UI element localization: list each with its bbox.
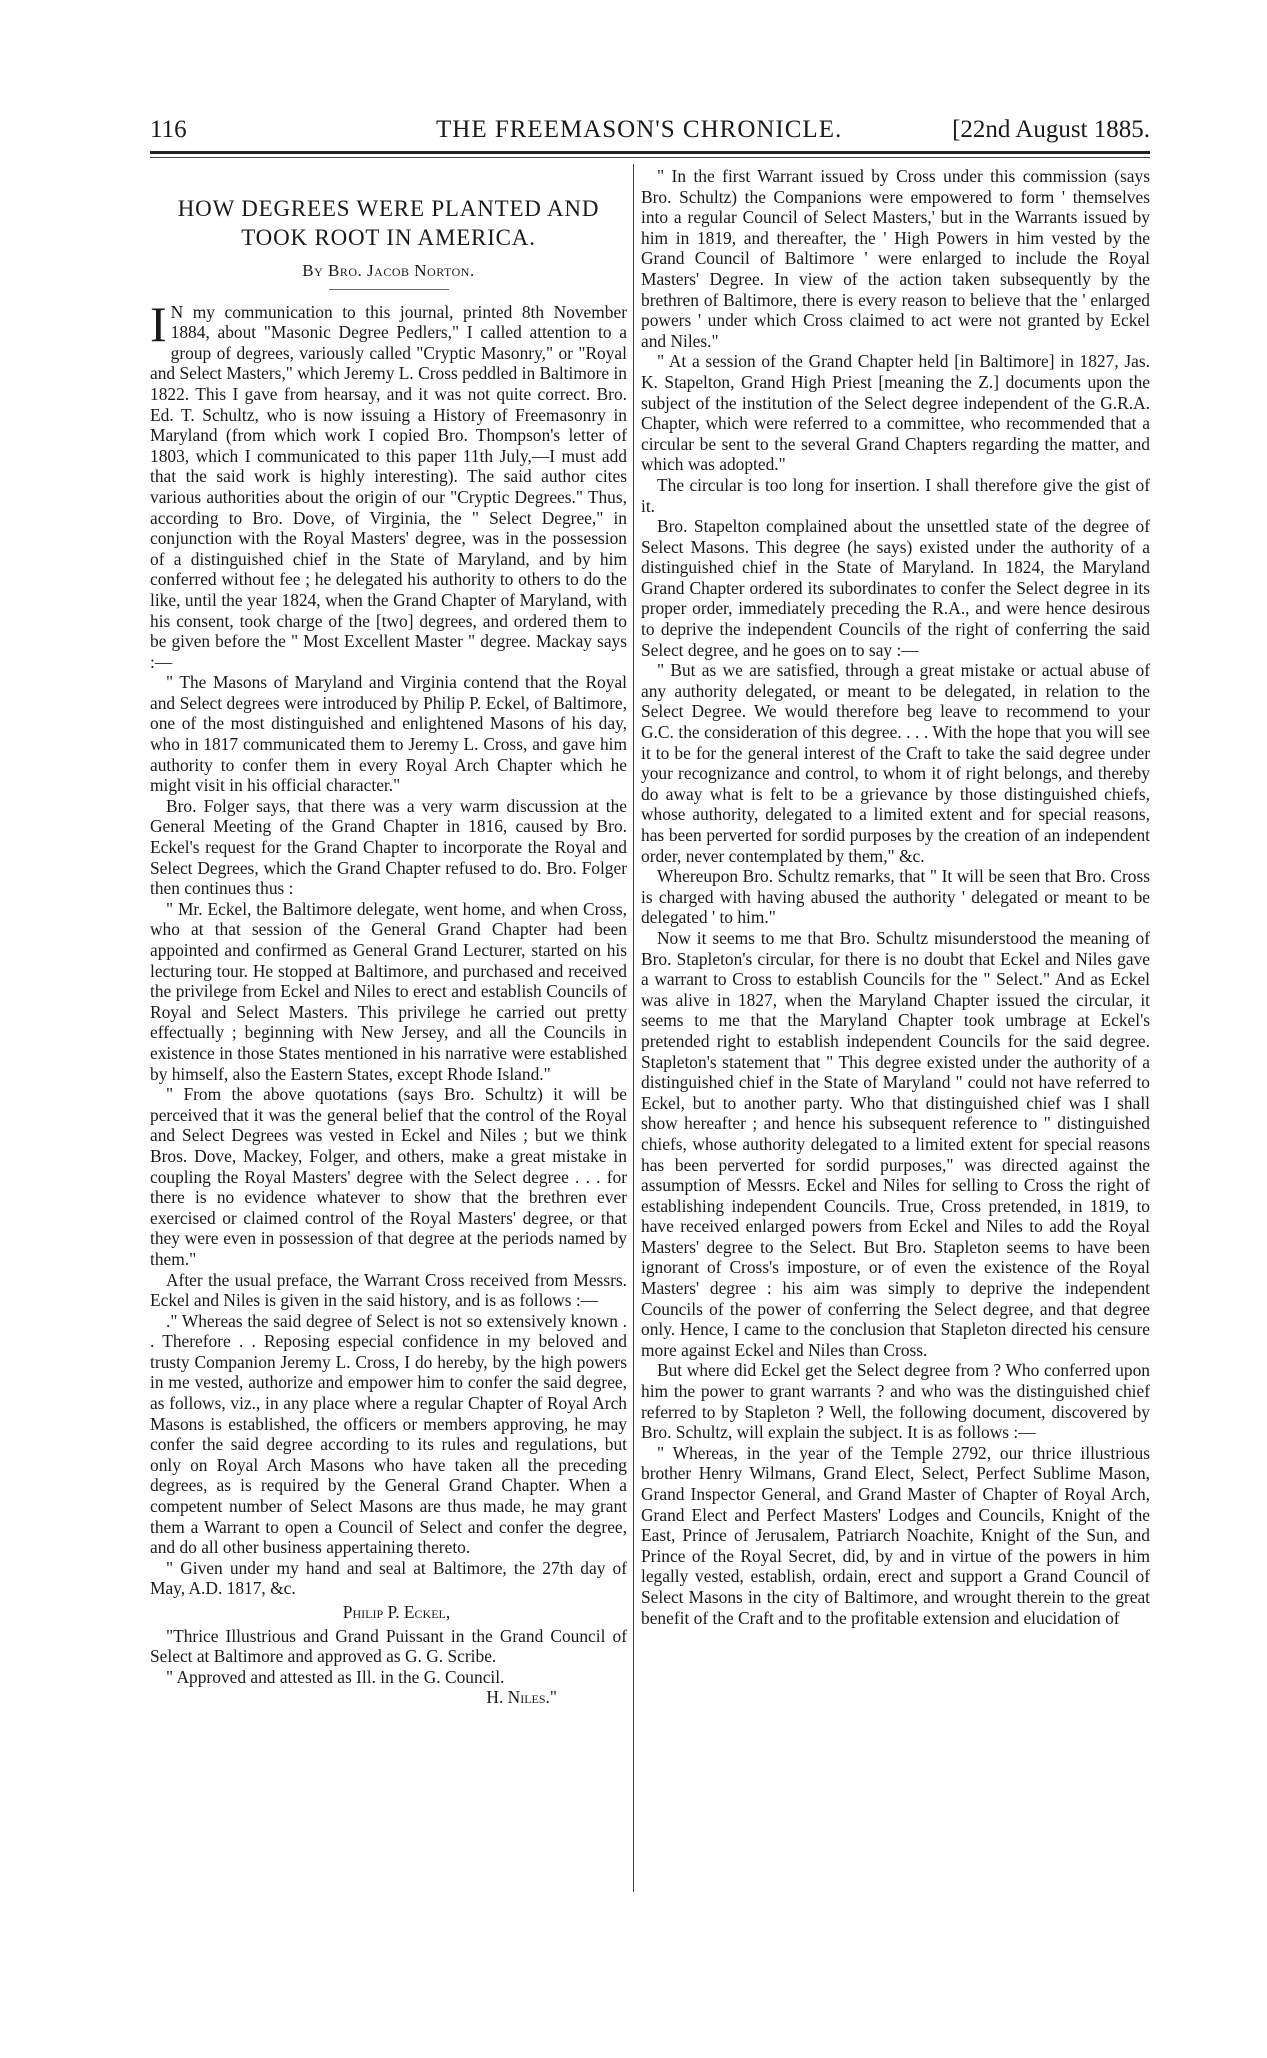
article-byline [150,261,627,282]
paragraph-right-9: " Whereas, in the year of the Temple 2792, our thrice illustrious brother Henry Wilmans, Grand Elect, Select, Perfect Sublime Mason, Grand Inspector General, and Grand Master of Chapter of Royal Arch, Grand Elect and Perfect Masters' Lodges and Councils, Knight of the East, Prince of Jerusalem, Patriarch Noachite, Knight of the Sun, and Prince of the Royal Secret, did, by and in virtue of the powers in him legally vested, establish, ordain, erect and support a Grand Council of Select Masons in the city of Baltimore, and wrought therein to the great benefit of the Craft and to the profitable extension and elucidation of [641,1442,1150,1628]
paragraph-left-8: " Given under my hand and seal at Baltimore, the 27th day of May, A.D. 1817, &c. [150,1557,627,1599]
header-rule-thin [150,157,1150,158]
header-rule-thick [150,151,1150,154]
paragraph-left-1-text: N my communication to this journal, printed 8th November 1884, about "Masonic Degree Pedlers," I called attention to a group of degrees, variously called "Cryptic Masonry," or "Royal and Select Masters," which Jeremy L. Cross peddled in Baltimore in 1822. This I gave from hearsay, and it was not quite correct. Bro. Ed. T. Schultz, who is now issuing a History of Freemasonry in Maryland (from which work I copied Bro. Thompson's letter of 1803, which I communicated to this paper 11th July,—I must add that the said work is highly interesting). The said author cites various authorities about the origin of our "Cryptic Degrees." Thus, according to Bro. Dove, of Virginia, the " Select Degree," in conjunction with the Royal Masters' degree, was in the possession of a distinguished chief in the State of Maryland, and by him conferred without fee ; he delegated his authority to others to do the like, until the year 1824, when the Grand Chapter of Maryland, with his consent, took charge of the [two] degrees, and ordered them to be given before the " Most Excellent Master " degree. Mackay says :— [150,301,627,672]
paragraph-left-1 [150,295,627,673]
running-head [150,112,1150,152]
article-title: HOW DEGREES WERE PLANTED AND TOOK ROOT IN AMERICA. [177,196,600,250]
column-divider [633,164,634,1892]
paragraph-right-3: The circular is too long for insertion. I shall therefore give the gist of it. [641,474,1150,516]
publication-title: THE FREEMASON'S CHRONICLE. [436,116,843,143]
title-rule [329,289,449,290]
issue-date: [22nd August 1885. [952,116,1150,143]
byline-text: By Bro. Jacob Norton. [302,261,475,280]
paragraph-right-8: But where did Eckel get the Select degree from ? Who conferred upon him the power to grant warrants ? and who was the distinguished chief referred to by Stapleton ? Well, the following document, discovered by Bro. Schultz, will explain the subject. It is as follows :— [641,1360,1150,1443]
paragraph-left-2: " The Masons of Maryland and Virginia contend that the Royal and Select degrees were introduced by Philip P. Eckel, of Baltimore, one of the most distinguished and enlightened Masons of his day, who in 1817 communicated them to Jeremy L. Cross, and gave him authority to confer them in every Royal Arch Chapter which he might visit in his official character." [150,672,627,796]
paragraph-left-7: ." Whereas the said degree of Select is not so extensively known . . Therefore . . Reposing especial confidence in my beloved and trusty Companion Jeremy L. Cross, I do hereby, by the high powers in me vested, authorize and empower him to confer the said degree, as follows, viz., in any place where a regular Chapter of Royal Arch Masons is established, the officers or members approving, he may confer the said degree according to its rules and regulations, but only on Royal Arch Masons who have taken all the preceding degrees, as is required by the General Grand Chapter. When a competent number of Select Masons are thus made, he may grant them a Warrant to open a Council of Select and confer the degree, and do all other business appertaining thereto. [150,1310,627,1558]
paragraph-left-6: After the usual preface, the Warrant Cross received from Messrs. Eckel and Niles is given in the said history, and is as follows :— [150,1269,627,1311]
paragraph-right-7: Now it seems to me that Bro. Schultz misunderstood the meaning of Bro. Stapleton's circular, for there is no doubt that Eckel and Niles gave a warrant to Cross to establish Councils for the " Select." And as Eckel was alive in 1827, when the Maryland Chapter issued the circular, it seems to me that the Maryland Chapter took umbrage at Eckel's pretended right to establish independent Councils for the said degree. Stapleton's statement that " This degree existed under the authority of a distinguished chief in the State of Maryland " could not have referred to Eckel, but to another party. Who that distinguished chief was I shall show hereafter ; and hence his subsequent reference to " distinguished chiefs, whose authority delegated to a limited extent for special reasons has been perverted for sordid purposes," was directed against the assumption of Messrs. Eckel and Niles for selling to Cross the right of establishing independent Councils. True, Cross pretended, in 1819, to have received enlarged powers from Eckel and Niles to add the Royal Masters' degree to the Select. But Bro. Stapleton seems to have been ignorant of Cross's imposture, or of even the existence of the Royal Masters' degree : his aim was simply to deprive the independent Councils of the power of conferring the Select degree, and that degree only. Hence, I came to the conclusion that Stapleton directed his censure more against Eckel and Niles than Cross. [641,927,1150,1360]
paragraph-right-2: " At a session of the Grand Chapter held [in Baltimore] in 1827, Jas. K. Stapelton, Grand High Priest [meaning the Z.] documents upon the subject of the institution of the Select degree independent of the G.R.A. Chapter, which were referred to a committee, who recommended that a circular be sent to the several Grand Chapters regarding the matter, and which was adopted." [641,351,1150,475]
right-column [641,166,1150,1628]
paragraph-left-3: Bro. Folger says, that there was a very warm discussion at the General Meeting of the Grand Chapter in 1816, caused by Bro. Eckel's request for the Grand Chapter to incorporate the Royal and Select Degrees, which the Grand Chapter refused to do. Bro. Folger then continues thus : [150,795,627,899]
signature-niles: H. Niles." [486,1687,557,1708]
signature-eckel: Philip P. Eckel, [342,1602,451,1622]
left-column [150,172,627,1708]
paragraph-left-5: " From the above quotations (says Bro. Schultz) it will be perceived that it was the general belief that the control of the Royal and Select Degrees was vested in Eckel and Niles ; but we think Bros. Dove, Mackey, Folger, and others, make a great mistake in coupling the Royal Masters' degree with the Select degree . . . for there is no evidence whatever to show that the brethren ever exercised or claimed control of the Royal Masters' degree, or that they were even in possession of that degree at the periods named by them." [150,1084,627,1269]
drop-cap: I [150,295,167,352]
paragraph-left-10: " Approved and attested as Ill. in the G. Council. [166,1666,505,1687]
page-number: 116 [150,116,187,143]
paragraph-left-9: "Thrice Illustrious and Grand Puissant in the Grand Council of Select at Baltimore and approved as G. G. Scribe. [150,1625,627,1667]
paragraph-right-5: " But as we are satisfied, through a great mistake or actual abuse of any authority delegated, or meant to be delegated, in relation to the Select Degree. We would therefore beg leave to recommend to your G.C. the consideration of this degree. . . . With the hope that you will see it to be for the general interest of the Craft to take the said degree under your recognizance and control, to whom it of right belongs, and thereby do away what is felt to be a grievance by those distinguished chiefs, whose authority, delegated to a limited extent and for special reasons, has been perverted for sordid purposes by the creation of an independent order, never contemplated by them," &c. [641,660,1150,866]
paragraph-right-6: Whereupon Bro. Schultz remarks, that " It will be seen that Bro. Cross is charged with having abused the authority ' delegated or meant to be delegated ' to him." [641,866,1150,928]
paragraph-right-4: Bro. Stapelton complained about the unsettled state of the degree of Select Masons. This degree (he says) existed under the authority of a distinguished chief in the State of Maryland. In 1824, the Maryland Grand Chapter ordered its subordinates to confer the Select degree in its proper order, immediately preceding the R.A., and were hence desirous to deprive the independent Councils of the right of conferring the said Select degree, and he goes on to say :— [641,516,1150,660]
paragraph-right-1: " In the first Warrant issued by Cross under this commission (says Bro. Schultz) the Companions were empowered to form ' themselves into a regular Council of Select Masters,' but in the Warrants issued by him in 1819, and thereafter, the ' High Powers in him vested by the Grand Council of Baltimore ' were enlarged to include the Royal Masters' Degree. In view of the action taken subsequently by the brethren of Baltimore, there is every reason to believe that the ' enlarged powers ' under which Cross claimed to act were not granted by Eckel and Niles." [641,166,1150,351]
paragraph-left-4: " Mr. Eckel, the Baltimore delegate, went home, and when Cross, who at that session of the General Grand Chapter had been appointed and confirmed as General Grand Lecturer, started on his lecturing tour. He stopped at Baltimore, and purchased and received the privilege from Eckel and Niles to erect and establish Councils of Royal and Select Masters. This privilege he carried out pretty effectually ; beginning with New Jersey, and all the Councils in existence in those States mentioned in his narrative were established by himself, also the Eastern States, except Rhode Island." [150,898,627,1084]
